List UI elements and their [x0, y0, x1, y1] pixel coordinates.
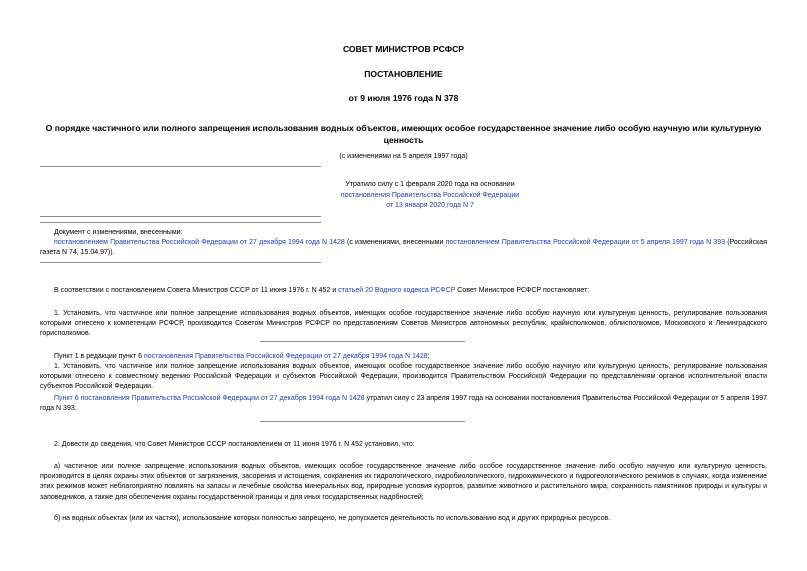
separator-line [40, 166, 321, 167]
lost-force-block [260, 180, 600, 212]
changes-block [40, 228, 767, 259]
amendment-note: (с изменениями на 5 апреля 1997 года) [339, 153, 468, 160]
clause-2b: б) на водных объектах (или их частях), использование которых полностью запрещено, не допускается деятельность по использованию вод и других природных ресурсов. [54, 515, 611, 522]
changes-text: постановлением Правительства Российской Федерации от 27 декабря 1994 года N 1428 (с изменениями, внесенными постановлением Правительства Российской Федерации от 5 апреля 1997 года N 393 (Российская газета N 74, 15.04.97)). [40, 239, 767, 257]
lost-force-text: Утратило силу с 1 февраля 2020 года на основании [345, 181, 515, 188]
date-number-heading: от 9 июля 1976 года N 378 [348, 93, 459, 103]
edition-link[interactable]: постановления Правительства Российской Федерации от 27 декабря 1994 года N 1428 [143, 353, 428, 360]
clause-2a: а) частичное или полное запрещение использования водных объектов, имеющих особое государственное значение либо особое государственное значение либо особую научную или культурную ценность, производится в целях охраны этих объектов от загрязнения, засорения и истощения, сохранения их гидрологического, гидробиологического, гидрохимического и гидрогеологического режимов в случаях, когда изменение этих режимов может неблагоприятно повлиять на запасы и лечебные свойства минеральных вод, природные условия курортов, развитие животного и растительного мира, сохранность памятников природы и культуры и заповедников, а также для обеспечения охраны государственной границы и для иных государственных надобностей; [40, 463, 767, 501]
separator-line [40, 262, 321, 263]
clause-6-link[interactable]: Пункт 6 постановления Правительства Российской Федерации от 27 декабря 1994 года N 1428 [54, 395, 365, 402]
edition-note: Пункт 1 в редакции пункт 6 постановления Правительства Российской Федерации от 27 декабря 1994 года N 1428; [54, 353, 430, 360]
doc-type-heading: ПОСТАНОВЛЕНИЕ [364, 69, 443, 79]
lost-force-link[interactable]: постановления Правительства Российской Федерации [340, 191, 520, 199]
issuer-heading: СОВЕТ МИНИСТРОВ РСФСР [342, 44, 465, 54]
separator-line [260, 341, 465, 342]
clause-1-original: 1. Установить, что частичное или полное запрещение использования водных объектов, имеющих особое государственное значение либо особую научную или культурную ценность, регулирование пользования которыми отнесено к компетенции РСФСР, производится Советом Министров РСФСР по представлениям Советов Министров автономных республик, крайисполкомов, облисполкомов, Московского и Ленинградского горисполкомов. [40, 310, 767, 338]
clause-2: 2. Довести до сведения, что Совет Министров СССР постановлением от 11 июня 1976 г. N 452 установил, что: [54, 441, 415, 448]
lost-force-clause: Пункт 6 постановления Правительства Российской Федерации от 27 декабря 1994 года N 1428 утратил силу с 23 апреля 1997 года на основании постановления Правительства Российской Федерации от 5 апреля 1997 года N 393. [40, 395, 768, 413]
changes-intro: Документ с изменениями, внесенными: [54, 229, 183, 236]
clause-1-new: 1. Установить, что частичное или полное запрещение использования водных объектов, имеющих особое государственное значение либо особую научную или культурную ценность, регулирование пользования которыми отнесено к совместному ведению Российской Федерации и субъектов Российской Федерации, производится Правительством Российской Федерации по представлениям органов исполнительной власти субъектов Российской Федерации. [40, 363, 767, 391]
preamble: В соответствии с постановлением Совета Министров СССР от 11 июня 1976 г. N 452 и статьей 20 Водного кодекса РСФСР Совет Министров РСФСР постановляет: [54, 287, 590, 294]
amendment-link-1997[interactable]: постановлением Правительства Российской Федерации от 5 апреля 1997 года N 393 [445, 239, 726, 247]
document-title: О порядке частичного или полного запрещения использования водных объектов, имеющих особое государственное значение либо особую научную или культурную ценность [45, 123, 762, 145]
separator-line [40, 222, 321, 223]
amendment-link-1994[interactable]: постановлением Правительства Российской Федерации от 27 декабря 1994 года N 1428 [54, 239, 345, 247]
lost-force-link-date[interactable]: от 13 января 2020 года N 7 [386, 202, 474, 209]
water-code-link[interactable]: статьей 20 Водного кодекса РСФСР [338, 287, 456, 294]
separator-line [260, 421, 465, 422]
separator-line [40, 216, 321, 217]
